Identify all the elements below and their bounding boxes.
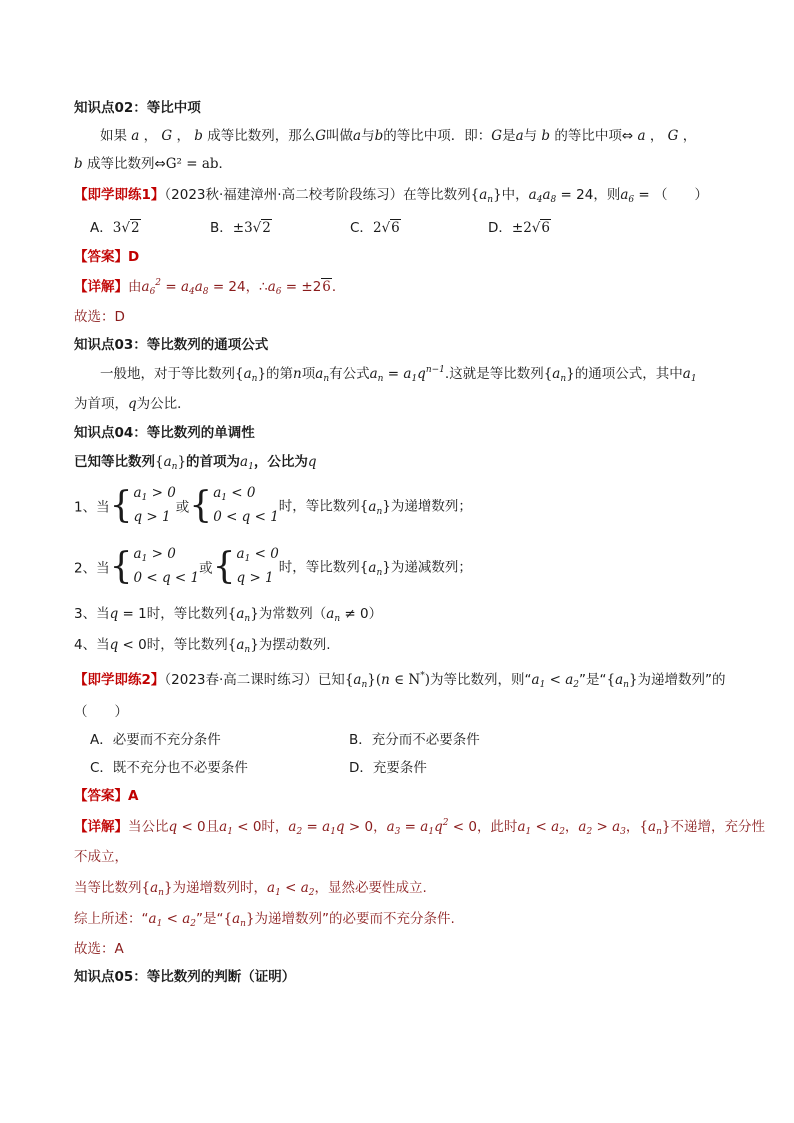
kp03-line1: 一般地，对于等比数列$\{a_n\}$的第n项$a_n$有公式$a_n = a_1q^{n-1}$.这就是等比数列$\{a_n\}$的通项公式，其中$a_1$ [100,365,697,384]
kp03-title: 知识点03：等比数列的通项公式 [74,337,269,353]
kp02-line2: b 成等比数列⇔G² = ab． [74,156,233,172]
ex2-choice: 故选：A [74,941,124,957]
ex1-answer: 【答案】D [74,249,140,265]
ex1-option-d: D．±2√6 [488,220,551,236]
ex2-answer: 【答案】A [74,788,139,804]
ex1-option-b: B．±3√2 [210,220,271,236]
kp05-title: 知识点05：等比数列的判断（证明） [74,969,296,985]
kp03-line2: 为首项，q为公比． [74,396,191,412]
ex2-detail-line3: 当等比数列$\{a_n\}$为递增数列时，$a_1 < a_2$，显然必要性成立. [74,880,427,898]
kp02-title: 知识点02：等比中项 [74,100,201,116]
ex1-question: 【即学即练1】（2023秋·福建漳州·高二校考阶段练习）在等比数列$\{a_n\}$中，$a_4a_8 = 24$，则$a_6$ = （ ） [74,187,709,205]
ex2-option-b: B．充分而不必要条件 [349,732,480,748]
ex2-question: 【即学即练2】（2023春·高二课时练习）已知$\{a_n\}(n$ ∈ N*)为等比数列，则“$a_1 < a_2$”是“$\{a_n\}$为递增数列”的 [74,671,726,690]
ex2-detail-line1: 【详解】当公比q < 0且$a_1 < 0$时，$a_2 = a_1q > 0$，$a_3 = a_1q^2 < 0$，此时$a_1 < a_2$，$a_2 > a_3$，$\{a_n\}$不递增，充分性 [74,818,765,837]
ex2-detail-line2: 不成立， [74,849,128,865]
kp04-intro: 已知等比数列$\{a_n\}$的首项为$a_1$，公比为q [74,454,317,472]
kp04-case1: 1、当 { $a_1 > 0$ q > 1 或 { $a_1 < 0$ 0 < q < 1 时，等比数列$\{a_n\}$为递增数列； [74,484,472,526]
ex2-option-c: C．既不充分也不必要条件 [90,760,248,776]
kp04-case3: 3、当q = 1时，等比数列$\{a_n\}$为常数列$(a_n \ne 0)$ [74,606,383,624]
ex2-option-a: A．必要而不充分条件 [90,732,221,748]
ex1-option-c: C．2√6 [350,220,400,236]
kp04-case2: 2、当 { $a_1 > 0$ 0 < q < 1 或 { $a_1 < 0$ q > 1 时，等比数列$\{a_n\}$为递减数列； [74,545,472,587]
ex2-detail-line4: 综上所述：“$a_1 < a_2$”是“$\{a_n\}$为递增数列”的必要而不充分条件. [74,911,455,929]
ex1-choice: 故选：D [74,309,125,325]
kp04-title: 知识点04：等比数列的单调性 [74,425,255,441]
kp04-case4: 4、当q < 0时，等比数列$\{a_n\}$为摆动数列. [74,637,331,655]
ex2-paren: （ ） [74,704,128,720]
kp02-formula: G² = ab [165,156,219,172]
ex2-option-d: D．充要条件 [349,760,427,776]
ex1-option-a: A．3√2 [90,220,140,236]
ex1-detail: 【详解】由$a_6^2 = a_4a_8 = 24$，$\therefore a_6 = \pm 26$． [74,278,346,297]
kp02-line1: 如果 a ， G ， b 成等比数列，那么G叫做a与b的等比中项．即：G是a与 b 的等比中项⇔ a ， G ， [100,128,697,144]
